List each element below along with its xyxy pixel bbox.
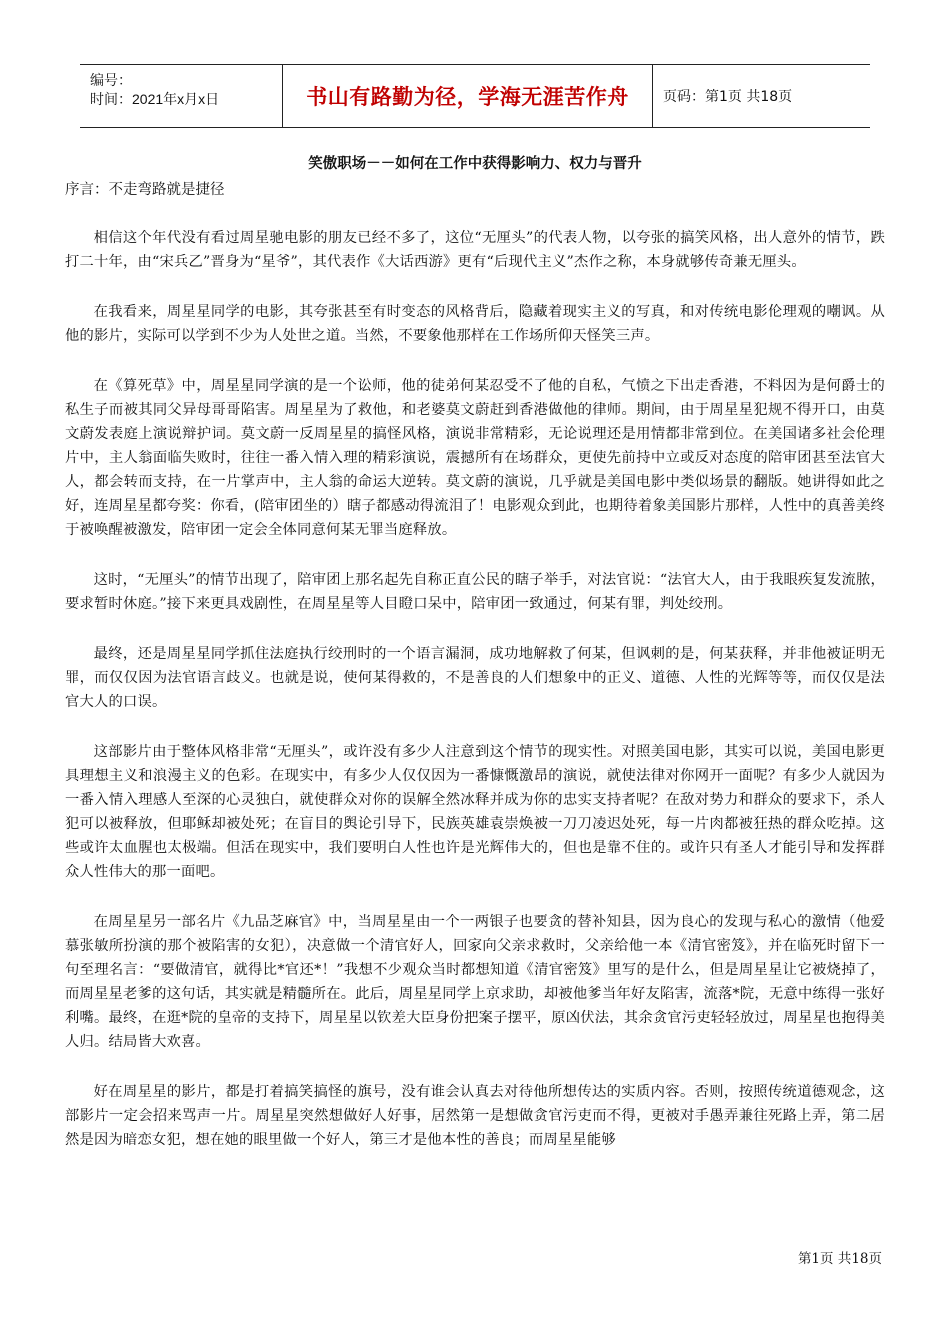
paragraph: 相信这个年代没有看过周星驰电影的朋友已经不多了，这位“无厘头”的代表人物，以夸张的搞笑风格，出人意外的情节，跌打二十年，由“宋兵乙”晋身为“星爷”，其代表作《大话西游》更有“后现代主义”杰作之称，本身就够传奇兼无厘头。 [65,230,885,270]
paragraph: 在周星星另一部名片《九品芝麻官》中，当周星星由一个一两银子也要贪的替补知县，因为良心的发现与私心的激情（他爱慕张敏所扮演的那个被陷害的女犯），决意做一个清官好人，回家向父亲求救时，父亲给他一本《清官密笈》，并在临死时留下一句至理名言：“要做清官，就得比*官还*！”我想不少观众当时都想知道《清官密笈》里写的是什么，但是周星星让它被烧掉了，而周星星老爹的这句话，其实就是精髓所在。此后，周星星同学上京求助，却被他爹当年好友陷害，流落*院，无意中练得一张好利嘴。最终，在逛*院的皇帝的支持下，周星星以钦差大臣身份把案子摆平，原凶伏法，其余贪官污吏轻轻放过，周星星也抱得美人归。结局皆大欢喜。 [65,914,885,1050]
time-label: 时间：2021年x月x日 [90,91,220,107]
paragraph: 这部影片由于整体风格非常“无厘头”，或许没有多少人注意到这个情节的现实性。对照美国电影，其实可以说，美国电影更具理想主义和浪漫主义的色彩。在现实中，有多少人仅仅因为一番慷慨激昂的演说，就使法律对你网开一面呢？有多少人就因为一番入情入理感人至深的心灵独白，就使群众对你的误解全然冰释并成为你的忠实支持者呢？在敌对势力和群众的要求下，杀人犯可以被释放，但耶稣却被处死；在盲目的舆论引导下，民族英雄袁崇焕被一刀刀凌迟处死，每一片肉都被狂热的群众吃掉。这些或许太血腥也太极端。但活在现实中，我们要明白人性也许是光辉伟大的，但也是靠不住的。或许只有圣人才能引导和发挥群众人性伟大的那一面吧。 [65,744,885,880]
document-body [65,226,885,1178]
paragraph: 在《算死草》中，周星星同学演的是一个讼师，他的徒弟何某忍受不了他的自私，气愤之下出走香港，不料因为是何爵士的私生子而被其同父异母哥哥陷害。周星星为了救他，和老婆莫文蔚赶到香港做他的律师。期间，由于周星星犯规不得开口，由莫文蔚发表庭上演说辩护词。莫文蔚一反周星星的搞怪风格，演说非常精彩，无论说理还是用情都非常到位。在美国诸多社会伦理片中，主人翁面临失败时，往往一番入情入理的精彩演说，震撼所有在场群众，更使先前持中立或反对态度的陪审团甚至法官大人，都会转而支持，在一片掌声中，主人翁的命运大逆转。莫文蔚的演说，几乎就是美国电影中类似场景的翻版。她讲得如此之好，连周星星都夸奖：你看，(陪审团坐的）瞎子都感动得流泪了！电影观众到此，也期待着象美国影片那样，人性中的真善美终于被唤醒被激发，陪审团一定会全体同意何某无罪当庭释放。 [65,378,885,538]
header-motto: 书山有路勤为径，学海无涯苦作舟 [282,65,653,127]
paragraph: 这时，“无厘头”的情节出现了，陪审团上那名起先自称正直公民的瞎子举手，对法官说：“法官大人，由于我眼疾复发流脓，要求暂时休庭。”接下来更具戏剧性，在周星星等人目瞪口呆中，陪审团一致通过，何某有罪，判处绞刑。 [65,572,885,612]
header-meta-cell [80,65,282,127]
page-footer: 第1页 共18页 [797,1251,882,1267]
preface-line: 序言：不走弯路就是捷径 [65,182,225,198]
paragraph: 在我看来，周星星同学的电影，其夸张甚至有时变态的风格背后，隐藏着现实主义的写真，和对传统电影伦理观的嘲讽。从他的影片，实际可以学到不少为人处世之道。当然，不要象他那样在工作场所仰天怪笑三声。 [65,304,885,344]
header-page-info: 页码：第1页 共18页 [663,89,793,105]
header-table [80,64,870,128]
paragraph: 好在周星星的影片，都是打着搞笑搞怪的旗号，没有谁会认真去对待他所想传达的实质内容。否则，按照传统道德观念，这部影片一定会招来骂声一片。周星星突然想做好人好事，居然第一是想做贪官污吏而不得，更被对手愚弄兼往死路上弄，第二居然是因为暗恋女犯，想在她的眼里做一个好人，第三才是他本性的善良；而周星星能够 [65,1084,885,1148]
document-title: 笑傲职场－－如何在工作中获得影响力、权力与晋升 [308,156,642,172]
paragraph: 最终，还是周星星同学抓住法庭执行绞刑时的一个语言漏洞，成功地解救了何某，但讽刺的是，何某获释，并非他被证明无罪，而仅仅因为法官语言歧义。也就是说，使何某得救的，不是善良的人们想象中的正义、道德、人性的光辉等等，而仅仅是法官大人的口误。 [65,646,885,710]
code-label: 编号： [90,72,132,88]
